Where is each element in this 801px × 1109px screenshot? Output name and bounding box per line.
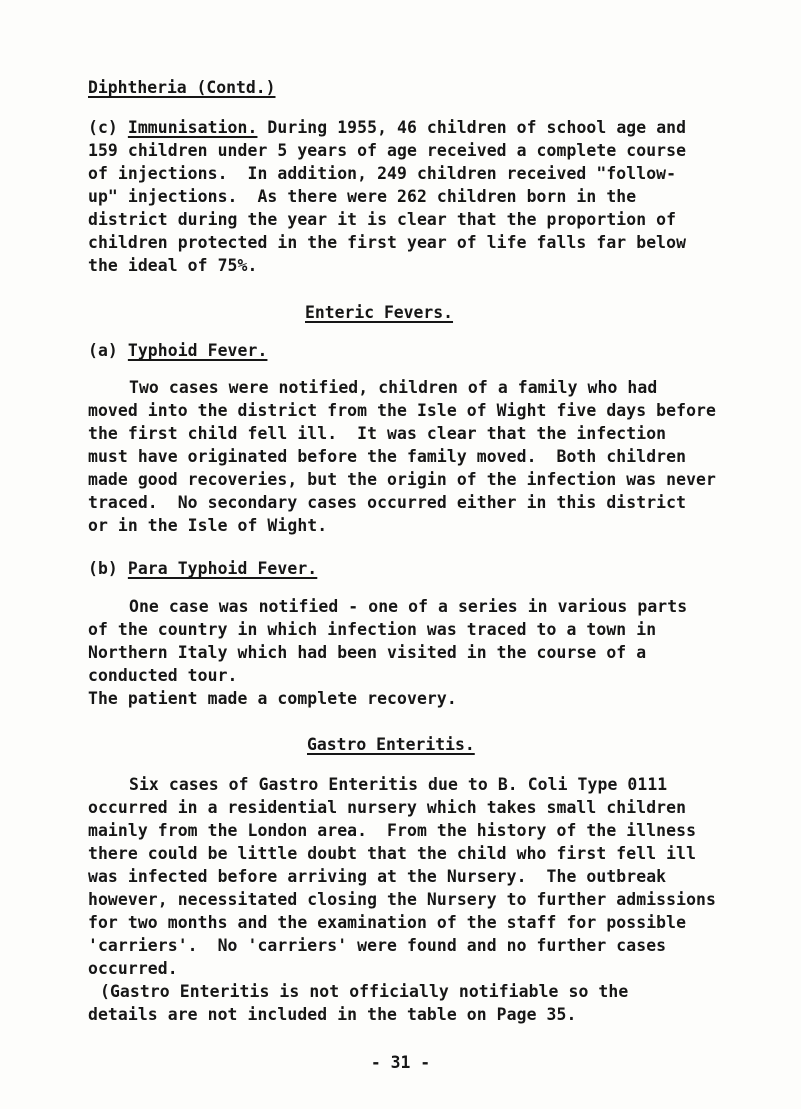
paratyphoid-label: Para Typhoid Fever.: [127, 559, 318, 578]
typhoid-label-line: [88, 340, 267, 362]
typhoid-line-1: Two cases were notified, children of a family who had: [129, 378, 658, 397]
immunisation-line-2: 159 children under 5 years of age received a complete course: [88, 141, 687, 160]
gastro-line-7: for two months and the examination of the staff for possible: [88, 913, 687, 932]
typhoid-line-7: or in the Isle of Wight.: [88, 516, 328, 535]
immunisation-line-4: up" injections. As there were 262 children born in the: [88, 187, 637, 206]
immunisation-line-1: [88, 117, 686, 139]
gastro-line-1: Six cases of Gastro Enteritis due to B. Coli Type 0111: [129, 775, 668, 794]
section-heading-diphtheria: Diphtheria (Contd.): [88, 78, 276, 97]
paratyphoid-line-2: of the country in which infection was traced to a town in: [88, 620, 657, 639]
gastro-line-3: mainly from the London area. From the history of the illness: [88, 821, 697, 840]
typhoid-label: Typhoid Fever.: [127, 341, 268, 360]
paratyphoid-number: (b): [88, 559, 128, 578]
typhoid-line-6: traced. No secondary cases occurred either in this district: [88, 493, 687, 512]
gastro-line-6: however, necessitated closing the Nursery to further admissions: [88, 890, 716, 909]
immunisation-line-3: of injections. In addition, 249 children received "follow-: [88, 164, 677, 183]
page-number: - 31 -: [370, 1053, 431, 1072]
immunisation-number: (c): [88, 118, 128, 137]
typhoid-number: (a): [88, 341, 128, 360]
gastro-line-2: occurred in a residential nursery which takes small children: [88, 798, 687, 817]
gastro-line-4: there could be little doubt that the child who first fell ill: [88, 844, 697, 863]
section-heading-enteric-fevers: Enteric Fevers.: [305, 303, 454, 322]
gastro-line-5: was infected before arriving at the Nursery. The outbreak: [88, 867, 667, 886]
gastro-line-11: details are not included in the table on Page 35.: [88, 1005, 577, 1024]
typhoid-line-4: must have originated before the family moved. Both children: [88, 447, 687, 466]
section-heading-gastro-enteritis: Gastro Enteritis.: [307, 735, 475, 754]
immunisation-text: During 1955, 46 children of school age and: [257, 118, 687, 137]
immunisation-line-7: the ideal of 75%.: [88, 256, 258, 275]
paratyphoid-line-3: Northern Italy which had been visited in the course of a: [88, 643, 647, 662]
typhoid-line-3: the first child fell ill. It was clear that the infection: [88, 424, 667, 443]
immunisation-line-6: children protected in the first year of life falls far below: [88, 233, 687, 252]
immunisation-label: Immunisation.: [127, 118, 258, 137]
paratyphoid-line-4: conducted tour.: [88, 666, 238, 685]
paratyphoid-label-line: [88, 558, 317, 580]
gastro-line-10: (Gastro Enteritis is not officially notifiable so the: [100, 982, 629, 1001]
typhoid-line-5: made good recoveries, but the origin of the infection was never: [88, 470, 716, 489]
immunisation-line-5: district during the year it is clear that the proportion of: [88, 210, 677, 229]
gastro-line-8: 'carriers'. No 'carriers' were found and no further cases: [88, 936, 667, 955]
paratyphoid-line-1: One case was notified - one of a series in various parts: [129, 597, 688, 616]
gastro-line-9: occurred.: [88, 959, 178, 978]
paratyphoid-line-5: The patient made a complete recovery.: [88, 689, 457, 708]
typhoid-line-2: moved into the district from the Isle of Wight five days before: [88, 401, 716, 420]
